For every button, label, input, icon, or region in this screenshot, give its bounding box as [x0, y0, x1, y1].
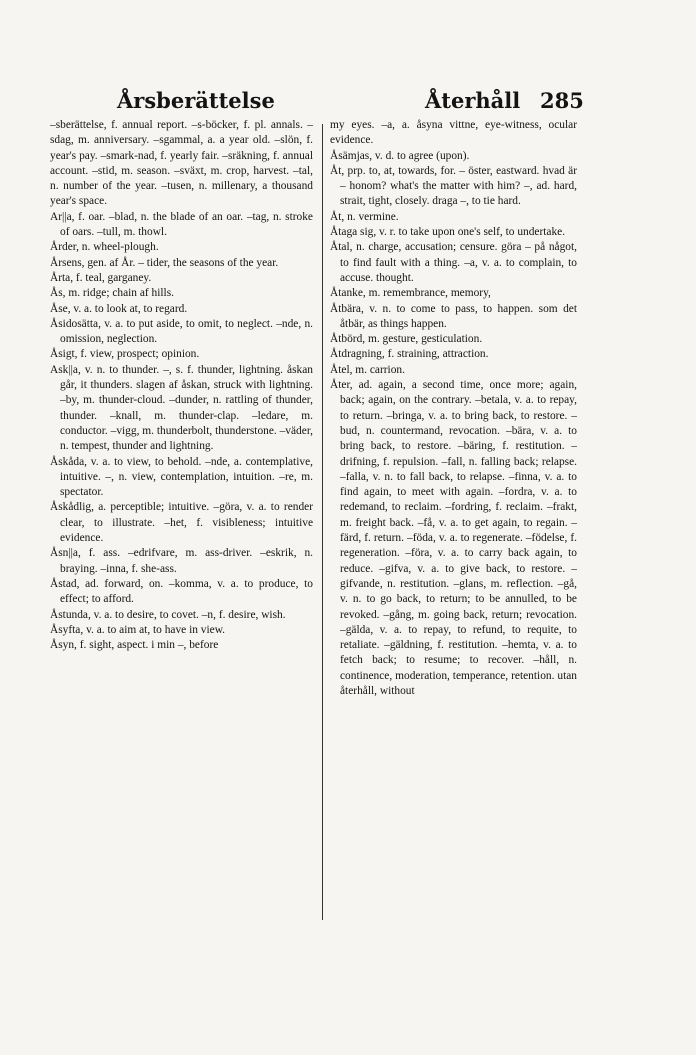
dictionary-entry: Åsämjas, v. d. to agree (upon). — [330, 149, 470, 162]
dictionary-entry: –sberättelse, f. annual report. –s-böcker, f. pl. annals. –sdag, m. anniversary. –sgammal, a. a year old. –slön, f. year's pay. –smark-nad, f. yearly fair. –sräkning, f. annual account. –stid, m. season. –sväxt, m. crop, harvest. –tal, n. number of the year. –tusen, n. millenary, a thousand year's space. — [50, 119, 313, 208]
dictionary-entry: Åtbörd, m. gesture, gesticulation. — [330, 333, 483, 346]
dictionary-entry: Åt, prp. to, at, towards, for. – öster, eastward. hvad är – honom? what's the matter with him? –, ad. hard, strait, tight, closely. draga –, to tie hard. — [330, 164, 577, 208]
right-column — [330, 118, 577, 699]
dictionary-entry: Åtal, n. charge, accusation; censure. göra – på något, to find fault with a thing. –a, v. a. to complain, to accuse. thought. — [330, 241, 577, 284]
dictionary-entry: Ar||a, f. oar. –blad, n. the blade of an oar. –tag, n. stroke of oars. –tull, m. thowl. — [50, 210, 313, 239]
dictionary-entry: Åstad, ad. forward, on. –komma, v. a. to produce, to effect; to afford. — [50, 577, 313, 606]
left-column — [50, 118, 313, 653]
running-head-left: Årsberättelse — [117, 88, 275, 113]
dictionary-entry: Ask||a, v. n. to thunder. –, s. f. thunder, lightning. åskan går, it thunders. slagen af åskan, struck with lightning. –by, m. thunder-cloud. –dunder, n. rattling of thunder, thunder. –knall, m. thunder-clap. –ledare, m. conductor. –vigg, m. thunderbolt, thunderstone. –väder, n. tempest, thunder and lightning. — [50, 363, 313, 453]
dictionary-entry: Åskåda, v. a. to view, to behold. –nde, a. contemplative, intuitive. –, n. view, contemplation, intuition. –re, m. spectator. — [50, 455, 313, 499]
dictionary-entry: Åtdragning, f. straining, attraction. — [330, 348, 489, 361]
dictionary-entry: Åsidosätta, v. a. to put aside, to omit, to neglect. –nde, n. omission, neglection. — [50, 317, 313, 346]
dictionary-entry: Årsens, gen. af År. – tider, the seasons of the year. — [50, 256, 279, 269]
dictionary-entry: Åtel, m. carrion. — [330, 363, 405, 376]
dictionary-entry: Årta, f. teal, garganey. — [50, 271, 152, 284]
dictionary-entry: Åsn||a, f. ass. –edrifvare, m. ass-driver. –eskrik, n. braying. –inna, f. she-ass. — [50, 547, 313, 575]
column-rule — [322, 124, 323, 920]
dictionary-entry: Åskådlig, a. perceptible; intuitive. –göra, v. a. to render clear, to illustrate. –het, f. visibleness; intuitive evidence. — [50, 501, 313, 545]
dictionary-entry: Åse, v. a. to look at, to regard. — [50, 302, 188, 315]
dictionary-entry: Åtbära, v. n. to come to pass, to happen. som det åtbär, as things happen. — [330, 302, 577, 330]
dictionary-entry: Åsyfta, v. a. to aim at, to have in view. — [50, 623, 226, 636]
dictionary-entry: Åsigt, f. view, prospect; opinion. — [50, 348, 200, 361]
dictionary-entry: Åter, ad. again, a second time, once more; again, back; again, on the contrary. –betala, v. a. to repay, to return. –bringa, v. a. to bring back, to restore. –bud, n. countermand, revocation. –bära, v. a. to bring back, to restore. –bäring, f. restitution. –drifning, f. repulsion. –fall, n. falling back; relapse. –falla, v. n. to fall back, to relapse. –finna, v. a. to find again, to meet with again. –fordra, v. a. to redemand, to reclaim. –fordring, f. reclaim. –frakt, m. freight back. –få, v. a. to get again, to regain. –färd, f. return. –föda, v. a. to regenerate. –födelse, f. regeneration. –föra, v. a. to carry back again, to reduce. –gifva, v. a. to give back, to restore. –gifvande, n. restitution. –glans, m. reflection. –gå, v. n. to go back, to return; to be annulled, to be revoked. –gång, m. going back, return; revocation. –gälda, v. a. to repay, to refund, to requite, to retaliate. –gäldning, f. restitution. –hemta, v. a. to fetch back; to resume; to recover. –håll, n. continence, moderation, temperance, retention. utan återhåll, without — [330, 379, 577, 697]
dictionary-entry: Åstunda, v. a. to desire, to covet. –n, f. desire, wish. — [50, 608, 286, 621]
dictionary-entry: Åt, n. vermine. — [330, 210, 399, 223]
dictionary-entry: my eyes. –a, a. åsyna vittne, eye-witness, ocular evidence. — [330, 119, 577, 147]
page-number: 285 — [540, 88, 584, 113]
dictionary-entry: Årder, n. wheel-plough. — [50, 241, 159, 254]
dictionary-entry: Ås, m. ridge; chain af hills. — [50, 287, 175, 300]
dictionary-entry: Åsyn, f. sight, aspect. i min –, before — [50, 639, 219, 652]
running-head-right: Återhåll — [425, 88, 521, 113]
dictionary-entry: Åtaga sig, v. r. to take upon one's self, to undertake. — [330, 226, 566, 239]
dictionary-entry: Åtanke, m. remembrance, memory, — [330, 287, 491, 300]
